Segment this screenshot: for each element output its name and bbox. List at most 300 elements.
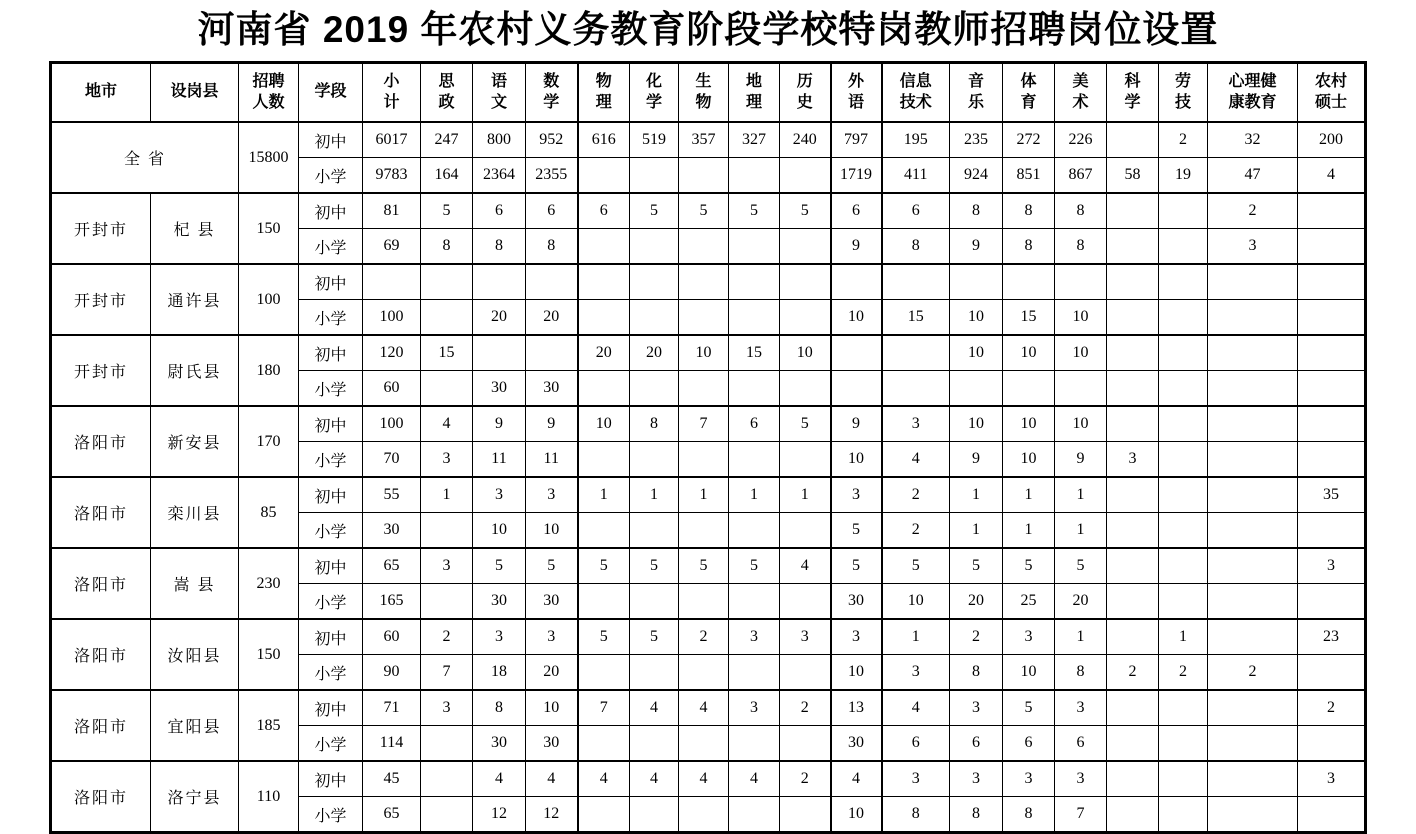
total-cell: 110 [239,761,299,833]
value-cell-shuxue: 5 [526,548,578,584]
value-cell-wuli [578,300,630,336]
value-cell-laoji: 19 [1159,158,1208,194]
value-cell-xinxijishu: 411 [882,158,950,194]
value-cell-yuwen: 6 [473,193,526,229]
value-cell-xinxijishu: 3 [882,761,950,797]
value-cell-dili [729,584,780,620]
value-cell-huaxue [630,797,679,833]
value-cell-huaxue: 20 [630,335,679,371]
value-cell-xinxijishu: 6 [882,193,950,229]
col-header-huaxue: 化 学 [630,63,679,123]
value-cell-huaxue: 8 [630,406,679,442]
value-cell-yinyue: 20 [950,584,1003,620]
value-cell-shuoshi: 23 [1298,619,1366,655]
value-cell-yuwen [473,335,526,371]
value-cell-xinxijishu: 8 [882,797,950,833]
value-cell-xinli [1208,371,1298,407]
value-cell-yinyue: 9 [950,229,1003,265]
value-cell-tiyu: 3 [1003,619,1055,655]
col-header-shengwu: 生 物 [679,63,729,123]
value-cell-wuli: 20 [578,335,630,371]
value-cell-meishu: 3 [1055,690,1107,726]
value-cell-yinyue: 6 [950,726,1003,762]
value-cell-shuxue: 30 [526,726,578,762]
value-cell-xinli: 2 [1208,655,1298,691]
value-cell-shuxue: 8 [526,229,578,265]
value-cell-laoji: 2 [1159,122,1208,158]
value-cell-yuwen: 800 [473,122,526,158]
value-cell-sizheng [421,371,473,407]
value-cell-shuxue: 12 [526,797,578,833]
value-cell-xinxijishu [882,335,950,371]
value-cell-shuoshi [1298,264,1366,300]
value-cell-tiyu: 272 [1003,122,1055,158]
value-cell-shuxue: 9 [526,406,578,442]
value-cell-huaxue [630,726,679,762]
value-cell-meishu: 7 [1055,797,1107,833]
value-cell-sizheng: 3 [421,690,473,726]
value-cell-meishu: 8 [1055,229,1107,265]
value-cell-xinli [1208,584,1298,620]
value-cell-meishu: 8 [1055,655,1107,691]
city-cell: 洛阳市 [51,761,151,833]
value-cell-xinli [1208,406,1298,442]
value-cell-shuoshi [1298,513,1366,549]
value-cell-shengwu: 1 [679,477,729,513]
total-cell: 100 [239,264,299,335]
value-cell-tiyu: 1 [1003,477,1055,513]
page-title: 河南省 2019 年农村义务教育阶段学校特岗教师招聘岗位设置 [197,9,1219,50]
col-header-wuli: 物 理 [578,63,630,123]
value-cell-shengwu: 7 [679,406,729,442]
value-cell-huaxue [630,300,679,336]
value-cell-yinyue: 1 [950,513,1003,549]
value-cell-xinli [1208,548,1298,584]
value-cell-waiyu: 10 [831,442,882,478]
county-cell: 尉氏县 [151,335,239,406]
value-cell-dili: 4 [729,761,780,797]
value-cell-subtotal: 65 [363,548,421,584]
row-songxian-junior [51,548,1366,584]
value-cell-meishu: 10 [1055,335,1107,371]
value-cell-shuxue: 2355 [526,158,578,194]
value-cell-yuwen: 30 [473,726,526,762]
value-cell-yinyue: 8 [950,655,1003,691]
col-header-total: 招聘 人数 [239,63,299,123]
value-cell-shuoshi [1298,797,1366,833]
value-cell-lishi [780,655,831,691]
value-cell-shengwu [679,442,729,478]
city-cell: 洛阳市 [51,548,151,619]
col-header-stage: 学段 [299,63,363,123]
value-cell-lishi [780,158,831,194]
value-cell-subtotal: 100 [363,406,421,442]
city-cell: 洛阳市 [51,477,151,548]
value-cell-kexue: 3 [1107,442,1159,478]
value-cell-xinli: 47 [1208,158,1298,194]
value-cell-yuwen [473,264,526,300]
value-cell-wuli [578,264,630,300]
stage-cell-primary: 小学 [299,229,363,265]
col-header-laoji: 劳 技 [1159,63,1208,123]
value-cell-laoji [1159,797,1208,833]
value-cell-yuwen: 11 [473,442,526,478]
value-cell-waiyu [831,371,882,407]
value-cell-sizheng [421,264,473,300]
stage-cell-primary: 小学 [299,300,363,336]
value-cell-kexue [1107,300,1159,336]
value-cell-tiyu: 5 [1003,690,1055,726]
value-cell-laoji [1159,548,1208,584]
value-cell-huaxue [630,158,679,194]
value-cell-lishi [780,300,831,336]
county-cell: 嵩 县 [151,548,239,619]
value-cell-kexue [1107,335,1159,371]
value-cell-tiyu: 10 [1003,442,1055,478]
value-cell-yinyue: 924 [950,158,1003,194]
col-header-yinyue: 音 乐 [950,63,1003,123]
value-cell-xinxijishu [882,264,950,300]
value-cell-dili: 5 [729,193,780,229]
value-cell-yuwen: 5 [473,548,526,584]
row-xinanxian-junior [51,406,1366,442]
value-cell-waiyu: 10 [831,300,882,336]
value-cell-yinyue: 9 [950,442,1003,478]
value-cell-wuli [578,513,630,549]
value-cell-xinxijishu: 5 [882,548,950,584]
value-cell-dili [729,797,780,833]
value-cell-kexue [1107,726,1159,762]
county-cell: 杞 县 [151,193,239,264]
value-cell-waiyu: 5 [831,513,882,549]
value-cell-wuli [578,584,630,620]
value-cell-shengwu [679,229,729,265]
stage-cell-primary: 小学 [299,655,363,691]
value-cell-meishu: 1 [1055,513,1107,549]
value-cell-kexue [1107,797,1159,833]
city-cell: 洛阳市 [51,619,151,690]
value-cell-xinxijishu: 4 [882,442,950,478]
value-cell-subtotal: 165 [363,584,421,620]
value-cell-wuli [578,371,630,407]
value-cell-xinli [1208,335,1298,371]
value-cell-shuxue: 4 [526,761,578,797]
value-cell-xinxijishu: 15 [882,300,950,336]
value-cell-shengwu [679,584,729,620]
value-cell-lishi [780,726,831,762]
value-cell-waiyu: 30 [831,584,882,620]
stage-cell-junior: 初中 [299,477,363,513]
value-cell-xinxijishu: 2 [882,477,950,513]
value-cell-wuli: 7 [578,690,630,726]
value-cell-kexue [1107,584,1159,620]
value-cell-dili [729,300,780,336]
value-cell-subtotal: 100 [363,300,421,336]
value-cell-huaxue: 4 [630,690,679,726]
stage-cell-junior: 初中 [299,406,363,442]
stage-cell-junior: 初中 [299,761,363,797]
value-cell-sizheng: 2 [421,619,473,655]
value-cell-tiyu: 10 [1003,406,1055,442]
value-cell-sizheng [421,300,473,336]
col-header-lishi: 历 史 [780,63,831,123]
value-cell-shengwu [679,300,729,336]
value-cell-laoji [1159,477,1208,513]
value-cell-tiyu: 8 [1003,229,1055,265]
value-cell-tiyu: 5 [1003,548,1055,584]
value-cell-sizheng: 1 [421,477,473,513]
value-cell-waiyu: 9 [831,229,882,265]
value-cell-tiyu: 1 [1003,513,1055,549]
value-cell-dili: 15 [729,335,780,371]
value-cell-subtotal: 70 [363,442,421,478]
value-cell-meishu: 20 [1055,584,1107,620]
value-cell-kexue [1107,229,1159,265]
value-cell-lishi [780,371,831,407]
value-cell-shuoshi [1298,726,1366,762]
col-header-county: 设岗县 [151,63,239,123]
value-cell-xinxijishu: 4 [882,690,950,726]
total-cell: 185 [239,690,299,761]
total-cell: 85 [239,477,299,548]
value-cell-lishi: 4 [780,548,831,584]
col-header-waiyu: 外 语 [831,63,882,123]
value-cell-yuwen: 2364 [473,158,526,194]
value-cell-lishi [780,797,831,833]
city-cell: 洛阳市 [51,690,151,761]
col-header-shuxue: 数 学 [526,63,578,123]
value-cell-waiyu: 30 [831,726,882,762]
value-cell-subtotal: 81 [363,193,421,229]
value-cell-shuxue: 20 [526,300,578,336]
value-cell-laoji: 2 [1159,655,1208,691]
stage-cell-junior: 初中 [299,690,363,726]
value-cell-tiyu: 851 [1003,158,1055,194]
value-cell-shuoshi [1298,406,1366,442]
value-cell-xinli [1208,619,1298,655]
value-cell-waiyu: 13 [831,690,882,726]
value-cell-subtotal: 55 [363,477,421,513]
col-header-kexue: 科 学 [1107,63,1159,123]
value-cell-shuoshi: 200 [1298,122,1366,158]
value-cell-huaxue [630,264,679,300]
value-cell-wuli: 5 [578,548,630,584]
total-cell: 170 [239,406,299,477]
value-cell-waiyu [831,335,882,371]
col-header-xinli: 心理健 康教育 [1208,63,1298,123]
value-cell-waiyu: 10 [831,655,882,691]
col-header-subtotal: 小 计 [363,63,421,123]
value-cell-meishu: 3 [1055,761,1107,797]
value-cell-yuwen: 18 [473,655,526,691]
value-cell-yuwen: 8 [473,229,526,265]
value-cell-kexue [1107,548,1159,584]
value-cell-xinxijishu: 8 [882,229,950,265]
value-cell-xinli [1208,797,1298,833]
value-cell-meishu: 226 [1055,122,1107,158]
row-tongxuxian-junior [51,264,1366,300]
value-cell-huaxue: 5 [630,548,679,584]
value-cell-xinli: 2 [1208,193,1298,229]
value-cell-lishi: 1 [780,477,831,513]
value-cell-kexue [1107,193,1159,229]
county-cell: 汝阳县 [151,619,239,690]
value-cell-huaxue [630,229,679,265]
row-qixian-junior [51,193,1366,229]
value-cell-dili [729,442,780,478]
value-cell-dili [729,726,780,762]
value-cell-subtotal: 9783 [363,158,421,194]
value-cell-tiyu: 15 [1003,300,1055,336]
value-cell-dili: 5 [729,548,780,584]
value-cell-shuoshi [1298,335,1366,371]
value-cell-shuxue: 30 [526,584,578,620]
col-header-xinxijishu: 信息 技术 [882,63,950,123]
value-cell-laoji: 1 [1159,619,1208,655]
value-cell-xinxijishu: 10 [882,584,950,620]
header-row [51,63,1366,123]
value-cell-meishu: 5 [1055,548,1107,584]
value-cell-subtotal: 69 [363,229,421,265]
row-quansheng-junior [51,122,1366,158]
col-header-dili: 地 理 [729,63,780,123]
value-cell-sizheng: 8 [421,229,473,265]
value-cell-huaxue: 519 [630,122,679,158]
value-cell-sizheng: 7 [421,655,473,691]
value-cell-wuli [578,797,630,833]
value-cell-shuoshi [1298,229,1366,265]
value-cell-laoji [1159,406,1208,442]
value-cell-dili [729,513,780,549]
value-cell-yuwen: 4 [473,761,526,797]
value-cell-dili [729,655,780,691]
stage-cell-junior: 初中 [299,264,363,300]
value-cell-subtotal: 114 [363,726,421,762]
value-cell-waiyu: 3 [831,477,882,513]
value-cell-kexue [1107,477,1159,513]
value-cell-waiyu: 6 [831,193,882,229]
total-cell: 150 [239,619,299,690]
value-cell-sizheng [421,584,473,620]
value-cell-xinxijishu: 1 [882,619,950,655]
value-cell-kexue [1107,513,1159,549]
value-cell-lishi [780,229,831,265]
col-header-meishu: 美 术 [1055,63,1107,123]
positions-table [49,61,1367,834]
value-cell-shuxue: 30 [526,371,578,407]
value-cell-subtotal [363,264,421,300]
stage-cell-primary: 小学 [299,513,363,549]
value-cell-sizheng [421,761,473,797]
total-cell: 15800 [239,122,299,193]
value-cell-meishu: 1 [1055,477,1107,513]
value-cell-subtotal: 65 [363,797,421,833]
value-cell-shuoshi [1298,584,1366,620]
value-cell-lishi [780,264,831,300]
value-cell-shuoshi: 3 [1298,761,1366,797]
value-cell-meishu: 9 [1055,442,1107,478]
row-yiyangxian-junior [51,690,1366,726]
total-cell: 180 [239,335,299,406]
value-cell-shuxue [526,264,578,300]
stage-cell-primary: 小学 [299,584,363,620]
value-cell-lishi: 5 [780,193,831,229]
value-cell-subtotal: 71 [363,690,421,726]
value-cell-laoji [1159,335,1208,371]
value-cell-huaxue [630,513,679,549]
value-cell-huaxue [630,442,679,478]
value-cell-tiyu: 10 [1003,335,1055,371]
value-cell-yinyue: 3 [950,690,1003,726]
stage-cell-junior: 初中 [299,122,363,158]
col-header-sizheng: 思 政 [421,63,473,123]
value-cell-xinxijishu [882,371,950,407]
value-cell-subtotal: 90 [363,655,421,691]
value-cell-waiyu [831,264,882,300]
value-cell-xinli [1208,513,1298,549]
value-cell-lishi: 2 [780,761,831,797]
value-cell-yuwen: 8 [473,690,526,726]
value-cell-xinxijishu: 3 [882,655,950,691]
value-cell-wuli [578,655,630,691]
row-weishixian-junior [51,335,1366,371]
value-cell-xinli [1208,761,1298,797]
value-cell-meishu [1055,264,1107,300]
value-cell-shengwu [679,371,729,407]
value-cell-xinli [1208,264,1298,300]
value-cell-shuoshi [1298,300,1366,336]
value-cell-shengwu: 4 [679,761,729,797]
value-cell-laoji [1159,193,1208,229]
value-cell-shengwu [679,513,729,549]
city-cell: 开封市 [51,335,151,406]
table-body [51,122,1366,833]
value-cell-lishi: 3 [780,619,831,655]
stage-cell-junior: 初中 [299,548,363,584]
value-cell-yinyue: 235 [950,122,1003,158]
value-cell-wuli: 4 [578,761,630,797]
value-cell-dili [729,264,780,300]
value-cell-wuli: 5 [578,619,630,655]
value-cell-xinxijishu: 3 [882,406,950,442]
value-cell-shuxue: 3 [526,619,578,655]
value-cell-dili: 3 [729,690,780,726]
value-cell-xinli: 3 [1208,229,1298,265]
value-cell-xinli: 32 [1208,122,1298,158]
value-cell-waiyu: 4 [831,761,882,797]
value-cell-lishi: 10 [780,335,831,371]
value-cell-meishu: 10 [1055,300,1107,336]
value-cell-yuwen: 30 [473,584,526,620]
value-cell-huaxue [630,371,679,407]
value-cell-meishu [1055,371,1107,407]
value-cell-yuwen: 3 [473,477,526,513]
value-cell-shengwu: 2 [679,619,729,655]
value-cell-shuoshi [1298,655,1366,691]
value-cell-tiyu: 6 [1003,726,1055,762]
value-cell-sizheng [421,513,473,549]
value-cell-yinyue: 10 [950,300,1003,336]
value-cell-lishi [780,442,831,478]
value-cell-shuxue: 3 [526,477,578,513]
value-cell-xinli [1208,726,1298,762]
value-cell-shengwu: 10 [679,335,729,371]
value-cell-wuli: 6 [578,193,630,229]
value-cell-wuli [578,726,630,762]
value-cell-yuwen: 9 [473,406,526,442]
value-cell-yinyue: 5 [950,548,1003,584]
value-cell-dili: 1 [729,477,780,513]
